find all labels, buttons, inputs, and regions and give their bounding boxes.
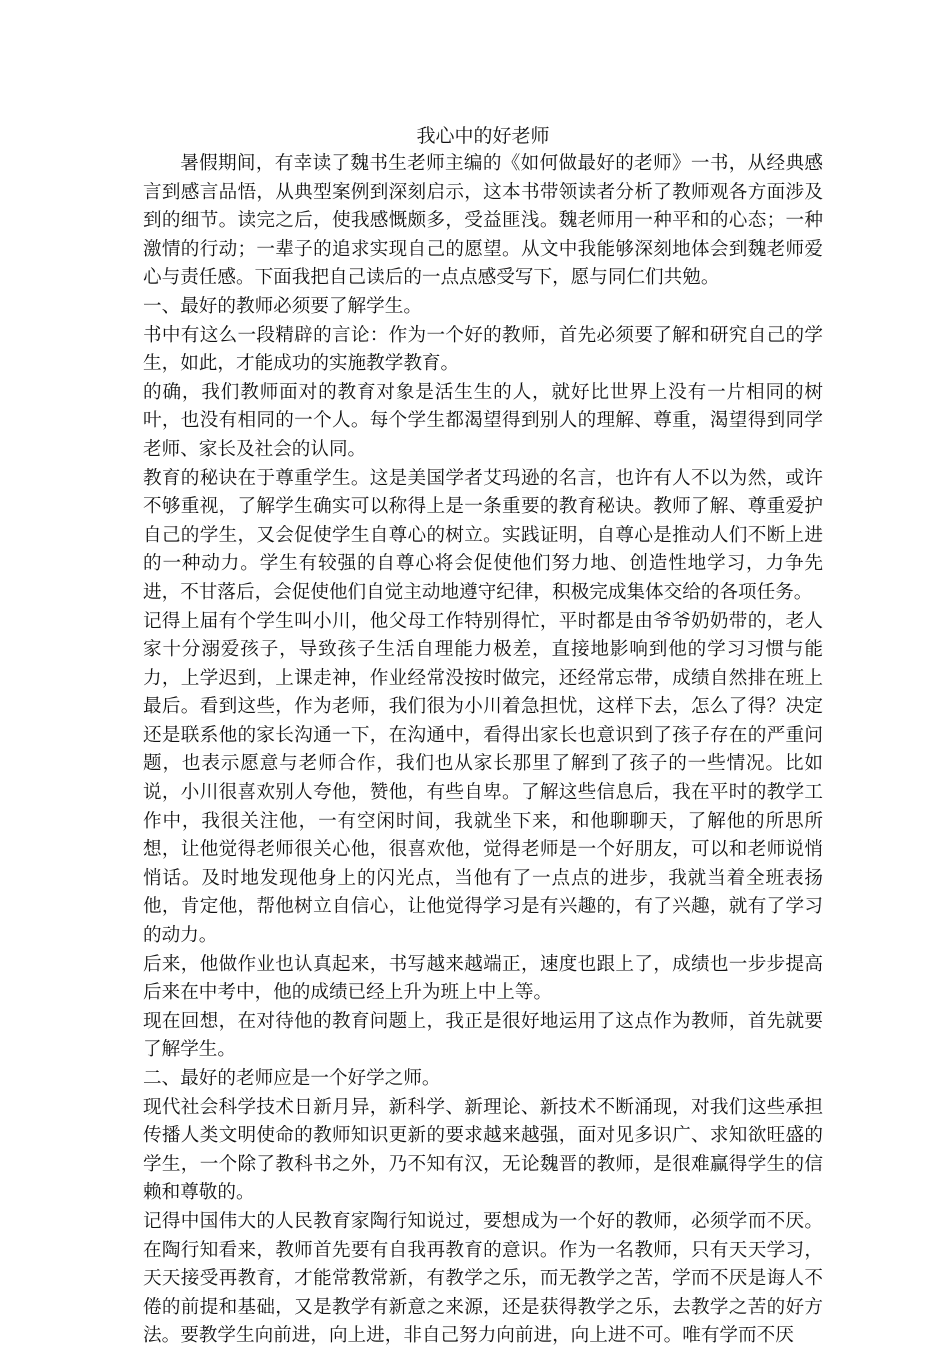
paragraph: 的确，我们教师面对的教育对象是活生生的人，就好比世界上没有一片相同的树叶，也没有相同的一个人。每个学生都渴望得到别人的理解、尊重，渴望得到同学老师、家长及社会的认同。: [143, 381, 823, 460]
paragraph: 现在回想，在对待他的教育问题上，我正是很好地运用了这点作为教师，首先就要了解学生。: [143, 1010, 823, 1061]
paragraph: 现代社会科学技术日新月异，新科学、新理论、新技术不断涌现，对我们这些承担传播人类文明使命的教师知识更新的要求越来越强，面对见多识广、求知欲旺盛的学生，一个除了教科书之外，乃不知有汉，无论魏晋的教师，是很难赢得学生的信赖和尊敬的。: [143, 1096, 823, 1204]
section-heading-1: 一、最好的教师必须要了解学生。: [143, 295, 422, 317]
document-title: 我心中的好老师: [416, 125, 550, 147]
paragraph: 记得上届有个学生叫小川，他父母工作特别得忙，平时都是由爷爷奶奶带的，老人家十分溺爱孩子，导致孩子生活自理能力极差，直接地影响到他的学习习惯与能力，上学迟到，上课走神，作业经常没按时做完，还经常忘带，成绩自然排在班上最后。看到这些，作为老师，我们很为小川着急担忧，这样下去，怎么了得？决定还是联系他的家长沟通一下，在沟通中，看得出家长也意识到了孩子存在的严重问题，也表示愿意与老师合作，我们也从家长那里了解到了孩子的一些情况。比如说，小川很喜欢别人夸他，赞他，有些自卑。了解这些信息后，我在平时的教学工作中，我很关注他，一有空闲时间，我就坐下来，和他聊聊天，了解他的所思所想，让他觉得老师很关心他，很喜欢他，觉得老师是一个好朋友，可以和老师说悄悄话。及时地发现他身上的闪光点，当他有了一点点的进步，我就当着全班表扬他，肯定他，帮他树立自信心，让他觉得学习是有兴趣的，有了兴趣，就有了学习的动力。: [143, 610, 823, 947]
document-body: [143, 122, 823, 1351]
paragraph: 教育的秘诀在于尊重学生。这是美国学者艾玛逊的名言，也许有人不以为然，或许不够重视，了解学生确实可以称得上是一条重要的教育秘诀。教师了解、尊重爱护自己的学生，又会促使学生自尊心的树立。实践证明，自尊心是推动人们不断上进的一种动力。学生有较强的自尊心将会促使他们努力地、创造性地学习，力争先进，不甘落后，会促使他们自觉主动地遵守纪律，积极完成集体交给的各项任务。: [143, 467, 823, 603]
paragraph: 后来，他做作业也认真起来，书写越来越端正，速度也跟上了，成绩也一步步提高后来在中考中，他的成绩已经上升为班上中上等。: [143, 953, 823, 1004]
paragraph: 书中有这么一段精辟的言论：作为一个好的教师，首先必须要了解和研究自己的学生，如此，才能成功的实施教学教育。: [143, 324, 823, 375]
paragraph-intro: 暑假期间，有幸读了魏书生老师主编的《如何做最好的老师》一书，从经典感言到感言品悟，从典型案例到深刻启示，这本书带领读者分析了教师观各方面涉及到的细节。读完之后，使我感慨颇多，受益匪浅。魏老师用一种平和的心态；一种激情的行动；一辈子的追求实现自己的愿望。从文中我能够深刻地体会到魏老师爱心与责任感。下面我把自己读后的一点点感受写下，愿与同仁们共勉。: [143, 153, 823, 289]
section-heading-2: 二、最好的老师应是一个好学之师。: [143, 1068, 441, 1089]
paragraph: 记得中国伟大的人民教育家陶行知说过，要想成为一个好的教师，必须学而不厌。在陶行知看来，教师首先要有自我再教育的意识。作为一名教师，只有天天学习，天天接受再教育，才能常教常新，有教学之乐，而无教学之苦，学而不厌是诲人不倦的前提和基础，又是教学有新意之来源，还是获得教学之乐，去教学之苦的好方法。要教学生向前进，向上进，非自己努力向前进，向上进不可。唯有学而不厌: [143, 1210, 823, 1347]
